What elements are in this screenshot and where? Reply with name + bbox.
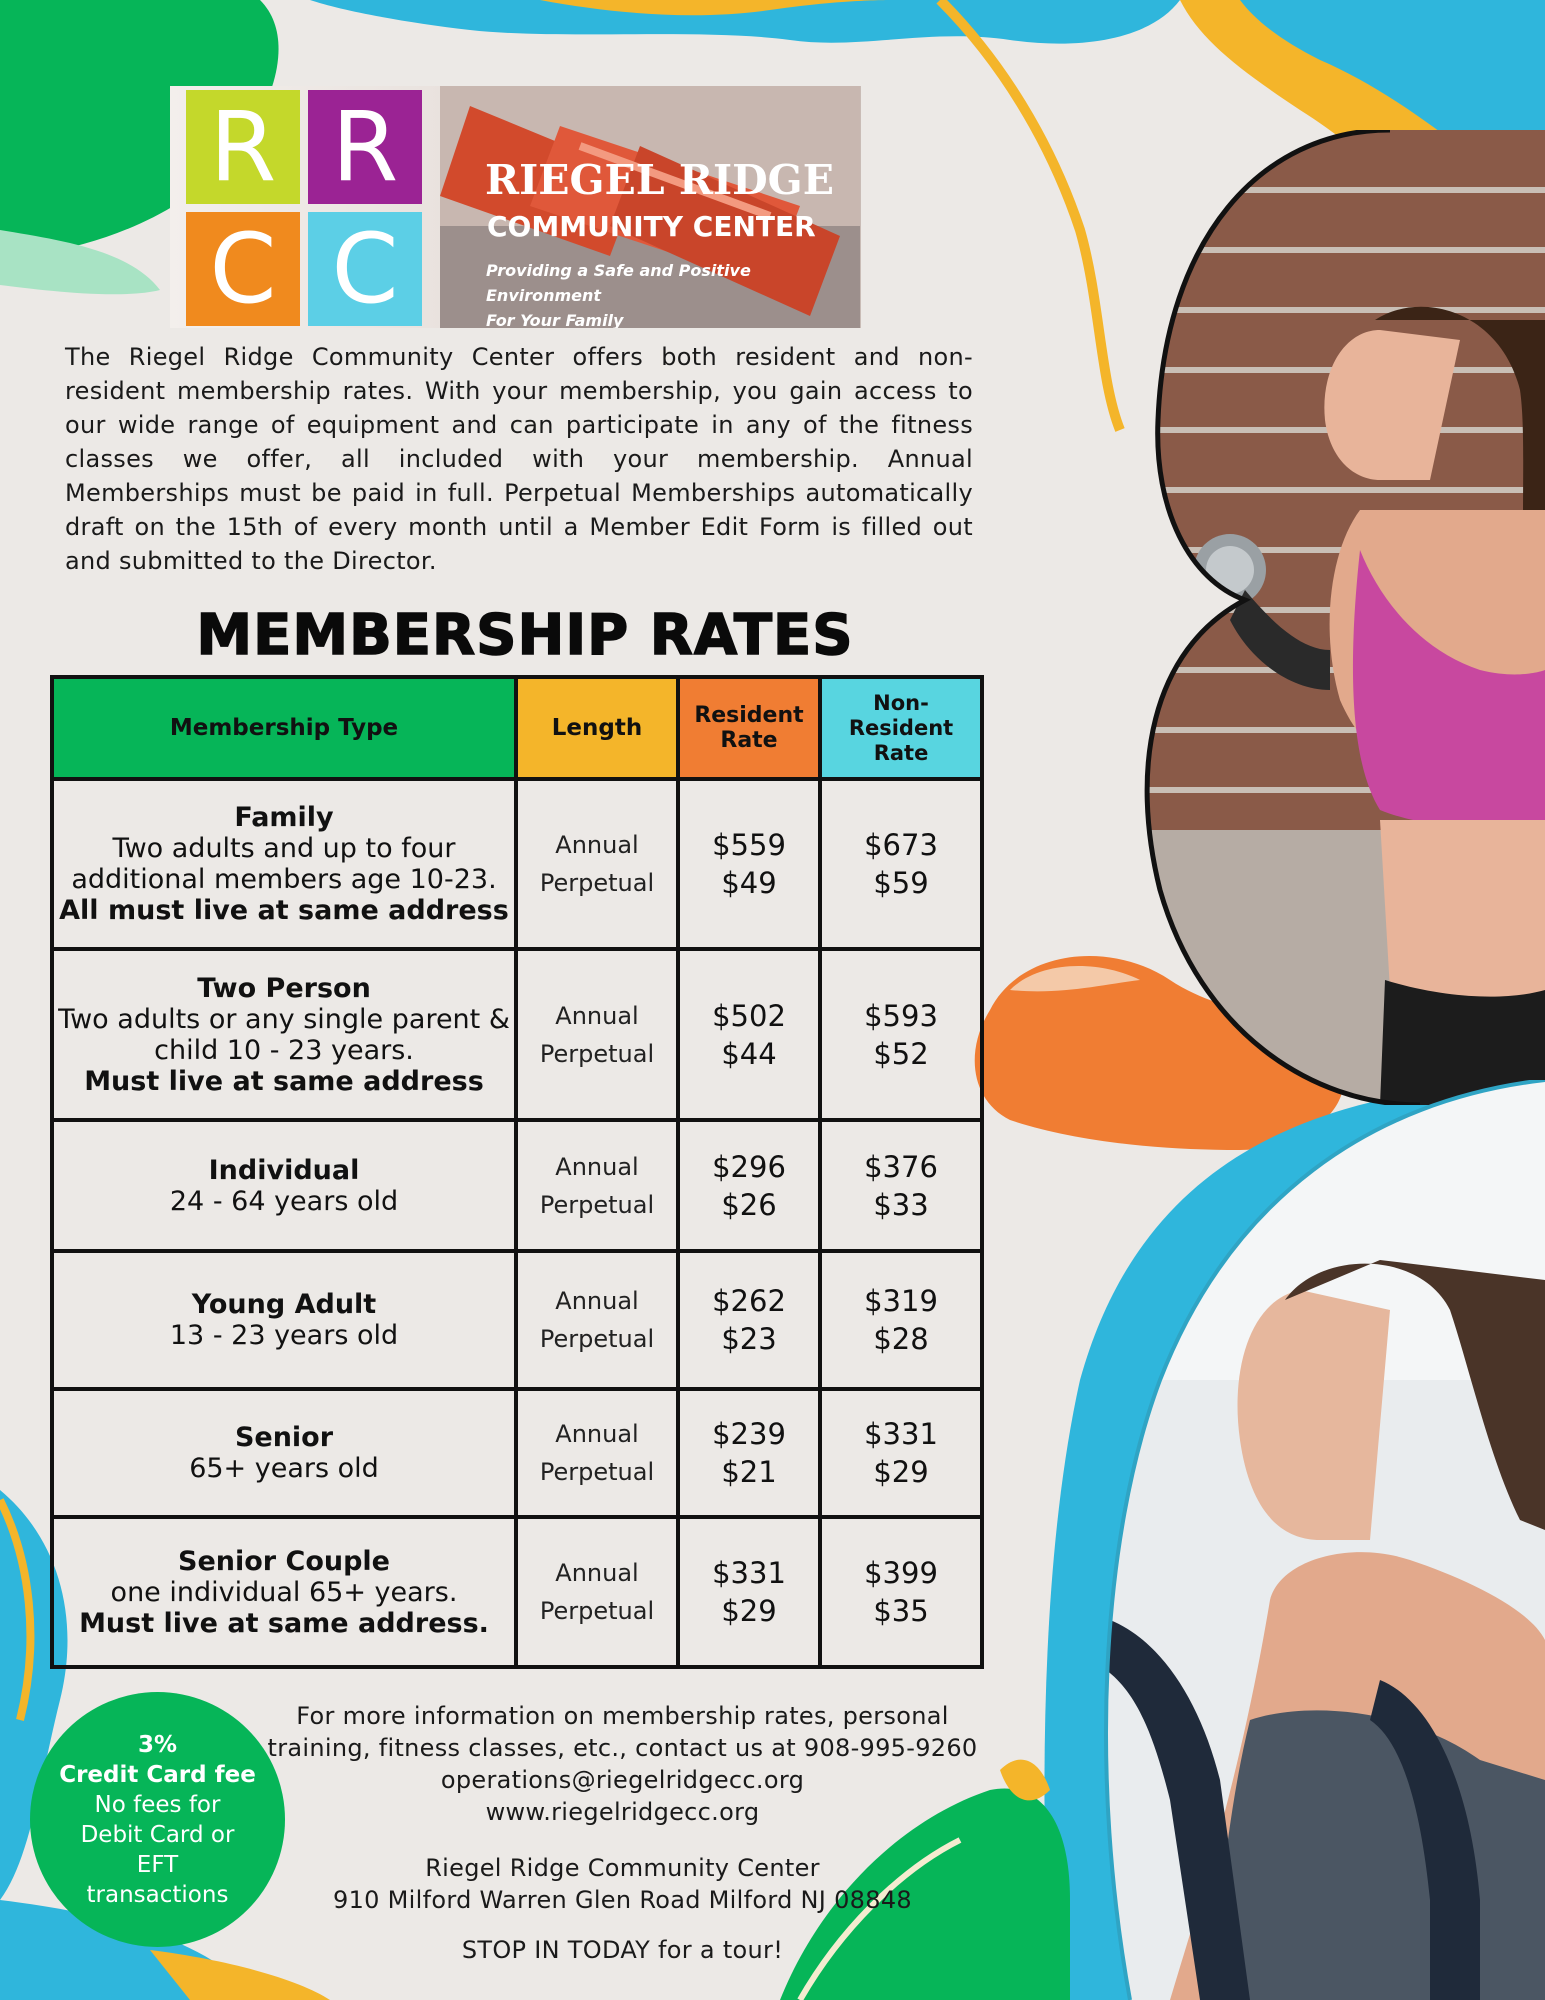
resident-rate-value: $296 bbox=[712, 1149, 786, 1184]
membership-description: Two adults and up to four additional members age 10-23. bbox=[71, 833, 497, 895]
membership-note: Must live at same address. bbox=[79, 1607, 489, 1639]
credit-card-fee-badge bbox=[30, 1692, 285, 1947]
logo-tile-r1: R bbox=[186, 90, 300, 204]
resident-rate-value: $23 bbox=[721, 1322, 777, 1356]
nonresident-rate-value: $52 bbox=[873, 1036, 929, 1071]
length-value: Annual bbox=[555, 1001, 639, 1030]
page-title: MEMBERSHIP RATES bbox=[196, 603, 854, 668]
membership-title: Young Adult bbox=[191, 1289, 377, 1320]
header-length: Length bbox=[516, 677, 678, 779]
nonresident-rate-value: $28 bbox=[873, 1322, 929, 1356]
length-cell bbox=[516, 1251, 678, 1389]
logo-tile-c2: C bbox=[308, 212, 422, 326]
nonresident-rate-value: $35 bbox=[873, 1594, 929, 1628]
membership-title: Two Person bbox=[197, 972, 371, 1004]
membership-description: Two adults or any single parent & child 10 - 23 years. bbox=[58, 1003, 510, 1066]
logo bbox=[170, 86, 861, 328]
nonresident-rate-value: $673 bbox=[864, 828, 938, 862]
resident-rate-cell bbox=[678, 1517, 820, 1667]
nonresident-rate-value: $59 bbox=[873, 866, 929, 900]
fee-label: Credit Card fee bbox=[59, 1761, 256, 1788]
nonresident-rate-value: $319 bbox=[864, 1284, 938, 1318]
nonresident-rate-value: $331 bbox=[864, 1417, 938, 1451]
nonresident-rate-value: $33 bbox=[873, 1187, 929, 1222]
resident-rate-cell bbox=[678, 779, 820, 949]
tour-cta: STOP IN TODAY for a tour! bbox=[461, 1936, 784, 1964]
length-cell bbox=[516, 1120, 678, 1251]
resident-rate-value: $262 bbox=[712, 1284, 786, 1318]
contact-email[interactable]: operations@riegelridgecc.org bbox=[440, 1766, 805, 1794]
membership-note: Must live at same address bbox=[84, 1065, 484, 1097]
contact-line1: For more information on membership rates, personal bbox=[296, 1702, 949, 1730]
table-row bbox=[52, 1389, 982, 1517]
resident-rate-value: $49 bbox=[721, 866, 777, 900]
table-row bbox=[52, 1120, 982, 1251]
nonresident-rate-cell bbox=[820, 1120, 982, 1251]
contact-section bbox=[250, 1700, 995, 1966]
woman-elliptical-photo bbox=[1050, 1080, 1545, 2000]
resident-rate-cell bbox=[678, 1251, 820, 1389]
length-value: Perpetual bbox=[539, 1039, 655, 1068]
fee-note-1: No fees for bbox=[94, 1791, 221, 1818]
length-cell bbox=[516, 779, 678, 949]
org-address: 910 Milford Warren Glen Road Milford NJ 08848 bbox=[333, 1886, 912, 1914]
woman-dumbbell-photo bbox=[1130, 130, 1545, 1105]
membership-title: Family bbox=[234, 802, 334, 833]
logo-name-line2: COMMUNITY CENTER bbox=[487, 210, 816, 243]
resident-rate-value: $239 bbox=[712, 1417, 786, 1451]
length-value: Annual bbox=[555, 1152, 639, 1181]
length-value: Perpetual bbox=[539, 1458, 655, 1486]
length-value: Annual bbox=[555, 831, 639, 859]
membership-type-cell bbox=[52, 1389, 516, 1517]
resident-rate-cell bbox=[678, 949, 820, 1120]
fee-note-3: EFT bbox=[136, 1851, 179, 1878]
resident-rate-value: $559 bbox=[712, 828, 786, 862]
nonresident-rate-value: $399 bbox=[864, 1556, 938, 1590]
nonresident-rate-cell bbox=[820, 1517, 982, 1667]
org-name: Riegel Ridge Community Center bbox=[425, 1854, 820, 1882]
fee-note-2: Debit Card or bbox=[80, 1821, 235, 1848]
nonresident-rate-cell bbox=[820, 1251, 982, 1389]
membership-type-cell bbox=[52, 1517, 516, 1667]
nonresident-rate-cell bbox=[820, 779, 982, 949]
header-nonresident-rate: Non-Resident Rate bbox=[820, 677, 982, 779]
membership-type-cell bbox=[52, 949, 516, 1120]
length-cell bbox=[516, 949, 678, 1120]
resident-rate-cell bbox=[678, 1120, 820, 1251]
logo-tagline bbox=[486, 258, 816, 328]
contact-line2: training, fitness classes, etc., contact us at 908-995-9260 bbox=[267, 1734, 978, 1762]
header-resident-rate: Resident Rate bbox=[678, 677, 820, 779]
table-row bbox=[52, 1517, 982, 1667]
resident-rate-value: $26 bbox=[721, 1187, 777, 1222]
membership-title: Senior bbox=[234, 1422, 334, 1453]
resident-rate-cell bbox=[678, 1389, 820, 1517]
nonresident-rate-value: $593 bbox=[864, 998, 938, 1033]
membership-title: Senior Couple bbox=[178, 1545, 390, 1577]
logo-tagline-line1: Providing a Safe and Positive Environment bbox=[486, 261, 751, 305]
nonresident-rate-value: $29 bbox=[873, 1455, 929, 1489]
resident-rate-value: $21 bbox=[721, 1455, 777, 1489]
membership-description: 65+ years old bbox=[189, 1453, 379, 1484]
fee-percent: 3% bbox=[137, 1731, 178, 1758]
length-value: Annual bbox=[555, 1287, 639, 1315]
length-value: Perpetual bbox=[539, 1325, 655, 1353]
resident-rate-value: $29 bbox=[721, 1594, 777, 1628]
intro-paragraph: The Riegel Ridge Community Center offers both resident and non-resident membership rates. With your membership, you gain access to our wide range of equipment and can participate in any of the fitness classes we offer, all included with your membership. Annual Memberships must be paid in full. Perpetual Memberships automatically draft on the 15th of every month until a Member Edit Form is filled out and submitted to the Director. bbox=[65, 343, 973, 575]
rates-table bbox=[50, 675, 984, 1669]
resident-rate-value: $331 bbox=[712, 1556, 786, 1590]
table-row bbox=[52, 949, 982, 1120]
membership-type-cell bbox=[52, 779, 516, 949]
logo-tile-r2: R bbox=[308, 90, 422, 204]
length-value: Annual bbox=[555, 1420, 639, 1448]
membership-title: Individual bbox=[208, 1154, 360, 1186]
table-header-row bbox=[52, 677, 982, 779]
table-row bbox=[52, 1251, 982, 1389]
membership-type-cell bbox=[52, 1120, 516, 1251]
spacer bbox=[250, 1916, 995, 1934]
membership-description: 13 - 23 years old bbox=[169, 1320, 399, 1351]
spacer bbox=[250, 1828, 995, 1852]
nonresident-rate-cell bbox=[820, 1389, 982, 1517]
membership-description: one individual 65+ years. bbox=[110, 1576, 458, 1608]
nonresident-rate-cell bbox=[820, 949, 982, 1120]
logo-name-line1: RIEGEL RIDGE bbox=[485, 156, 834, 204]
fee-note-4: transactions bbox=[86, 1881, 229, 1908]
length-value: Perpetual bbox=[539, 1190, 655, 1219]
logo-tile-c1: C bbox=[186, 212, 300, 326]
length-value: Perpetual bbox=[539, 1597, 655, 1625]
length-value: Annual bbox=[555, 1559, 639, 1587]
membership-note: All must live at same address bbox=[59, 895, 509, 926]
header-membership-type: Membership Type bbox=[52, 677, 516, 779]
length-cell bbox=[516, 1389, 678, 1517]
length-value: Perpetual bbox=[539, 869, 655, 897]
logo-tagline-line2: For Your Family bbox=[486, 311, 624, 328]
membership-description: 24 - 64 years old bbox=[169, 1185, 399, 1217]
table-row bbox=[52, 779, 982, 949]
resident-rate-value: $502 bbox=[712, 998, 786, 1033]
membership-type-cell bbox=[52, 1251, 516, 1389]
nonresident-rate-value: $376 bbox=[864, 1149, 938, 1184]
resident-rate-value: $44 bbox=[721, 1036, 777, 1071]
contact-website[interactable]: www.riegelridgecc.org bbox=[485, 1798, 760, 1826]
length-cell bbox=[516, 1517, 678, 1667]
